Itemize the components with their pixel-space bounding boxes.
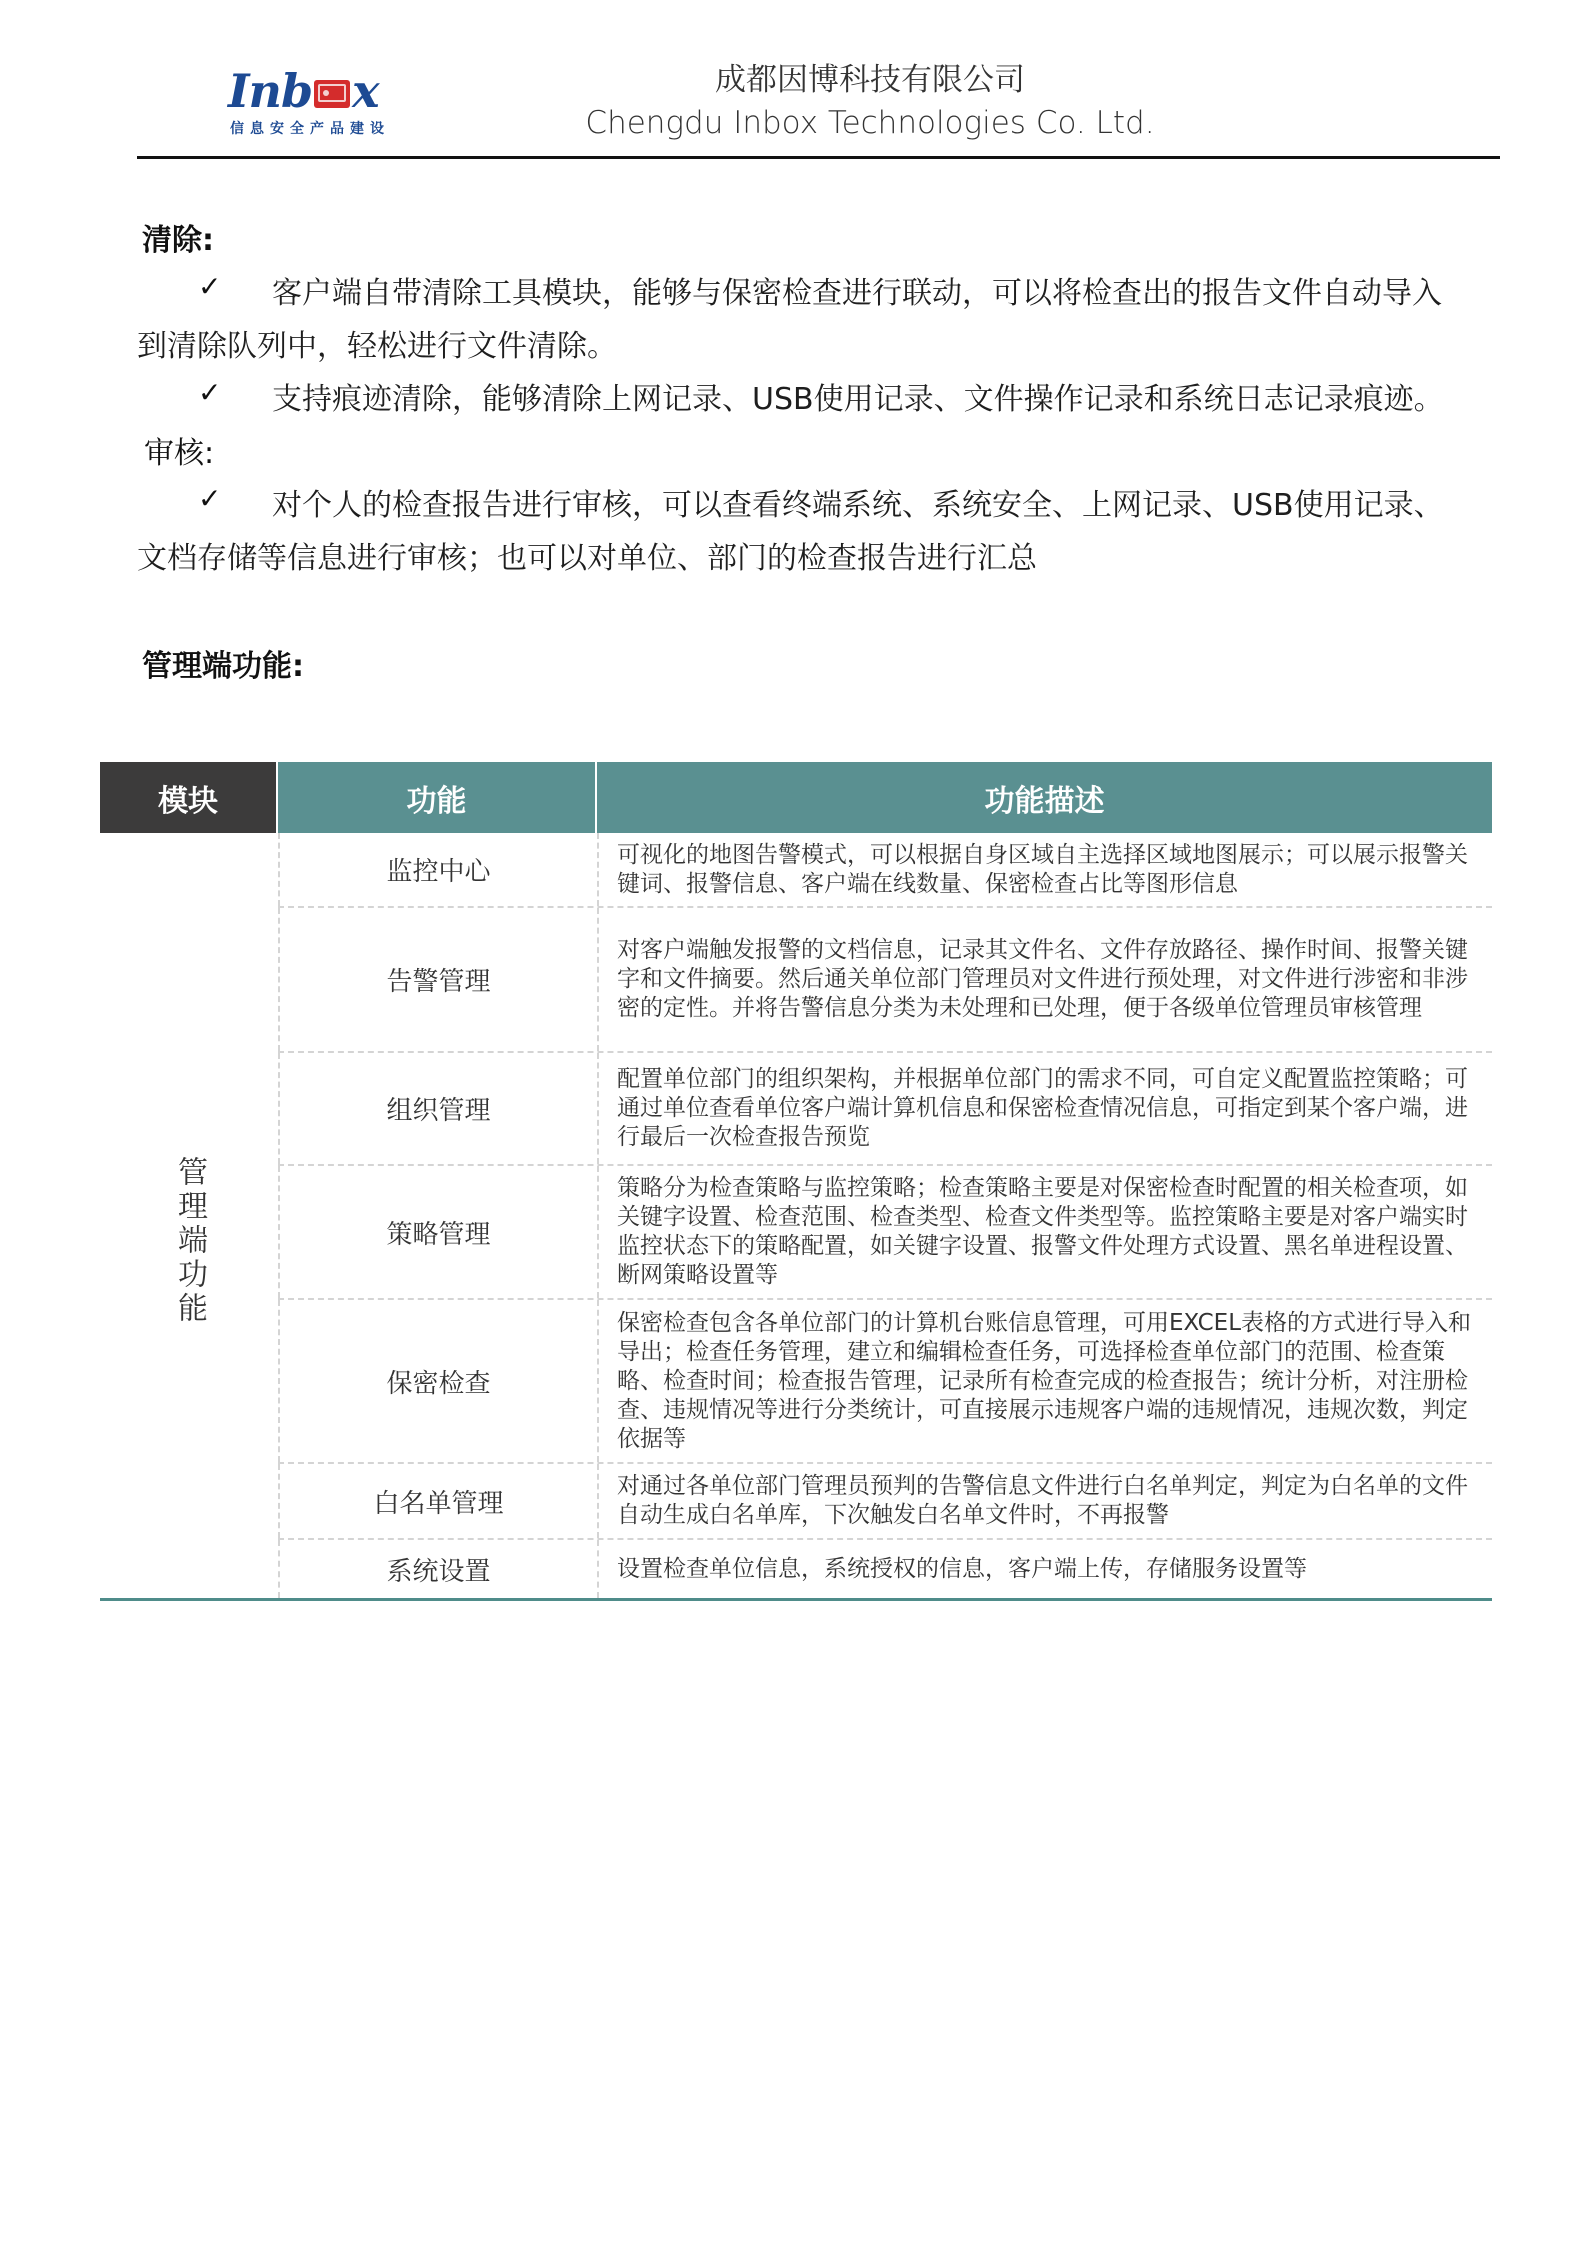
company-name-cn: 成都因博科技有限公司 <box>715 62 1025 98</box>
table-row <box>278 906 1492 1051</box>
function-cell: 白名单管理 <box>278 1464 599 1538</box>
description-cell: 配置单位部门的组织架构，并根据单位部门的需求不同，可自定义配置监控策略；可通过单位查看单位客户端计算机信息和保密检查情况信息，可指定到某个客户端，进行最后一次检查报告预览 <box>617 1066 1468 1150</box>
table-row <box>278 1298 1492 1462</box>
safe-icon <box>314 80 350 108</box>
module-cell <box>100 833 278 1598</box>
table-row <box>278 1538 1492 1598</box>
function-cell: 告警管理 <box>278 908 599 1051</box>
clear-item-1-line-1: 客户端自带清除工具模块，能够与保密检查进行联动，可以将检查出的报告文件自动导入 <box>272 276 1442 311</box>
table-body <box>100 833 1492 1601</box>
module-label: 管理端功能 <box>172 1155 207 1326</box>
check-icon: ✓ <box>198 482 222 515</box>
page-header <box>0 0 1588 170</box>
section-label-audit: 审核: <box>144 436 215 471</box>
function-cell: 系统设置 <box>278 1540 599 1598</box>
table-header-row <box>100 762 1492 833</box>
description-cell: 策略分为检查策略与监控策略；检查策略主要是对保密检查时配置的相关检查项，如关键字设置、检查范围、检查类型、检查文件类型等。监控策略主要是对客户端实时监控状态下的策略配置，如关键字设置、报警文件处理方式设置、黑名单进程设置、断网策略设置等 <box>617 1175 1468 1288</box>
company-logo <box>228 64 404 140</box>
description-cell: 设置检查单位信息，系统授权的信息，客户端上传，存储服务设置等 <box>617 1555 1307 1582</box>
section-label-clear: 清除: <box>142 223 214 258</box>
function-cell: 保密检查 <box>278 1300 599 1462</box>
table-row <box>278 833 1492 906</box>
audit-item-1-line-1: 对个人的检查报告进行审核，可以查看终端系统、系统安全、上网记录、USB使用记录、 <box>272 488 1444 523</box>
section-label-admin: 管理端功能: <box>142 649 304 684</box>
header-function: 功能 <box>278 762 597 833</box>
company-name-en: Chengdu Inbox Technologies Co. Ltd. <box>585 105 1155 141</box>
logo-wordmark <box>228 64 379 118</box>
check-icon: ✓ <box>198 270 222 303</box>
header-module: 模块 <box>100 762 278 833</box>
logo-tagline: 信息安全产品建设 <box>230 121 390 137</box>
table-row <box>278 1462 1492 1538</box>
company-name-block <box>560 60 1180 146</box>
table-rows <box>278 833 1492 1598</box>
logo-word-right: x <box>352 64 379 118</box>
clear-item-2-line-1: 支持痕迹清除，能够清除上网记录、USB使用记录、文件操作记录和系统日志记录痕迹。 <box>272 382 1444 417</box>
check-icon: ✓ <box>198 376 222 409</box>
function-cell: 监控中心 <box>278 833 599 906</box>
description-cell: 对客户端触发报警的文档信息，记录其文件名、文件存放路径、操作时间、报警关键字和文件摘要。然后通关单位部门管理员对文件进行预处理，对文件进行涉密和非涉密的定性。并将告警信息分类为未处理和已处理，便于各级单位管理员审核管理 <box>617 937 1468 1021</box>
logo-word-left: Inb <box>228 64 313 118</box>
audit-item-1-line-2: 文档存储等信息进行审核；也可以对单位、部门的检查报告进行汇总 <box>137 541 1037 576</box>
header-description: 功能描述 <box>597 762 1492 833</box>
header-divider <box>137 156 1500 159</box>
function-cell: 组织管理 <box>278 1053 599 1164</box>
clear-item-1-line-2: 到清除队列中，轻松进行文件清除。 <box>137 329 617 364</box>
admin-function-table <box>100 762 1492 1601</box>
table-row <box>278 1051 1492 1164</box>
description-cell: 对通过各单位部门管理员预判的告警信息文件进行白名单判定，判定为白名单的文件自动生成白名单库，下次触发白名单文件时，不再报警 <box>617 1473 1468 1528</box>
function-cell: 策略管理 <box>278 1166 599 1298</box>
description-cell: 可视化的地图告警模式，可以根据自身区域自主选择区域地图展示；可以展示报警关键词、报警信息、客户端在线数量、保密检查占比等图形信息 <box>617 841 1468 897</box>
table-row <box>278 1164 1492 1298</box>
description-cell: 保密检查包含各单位部门的计算机台账信息管理，可用EXCEL表格的方式进行导入和导出；检查任务管理，建立和编辑检查任务，可选择检查单位部门的范围、检查策略、检查时间；检查报告管理，记录所有检查完成的检查报告；统计分析，对注册检查、违规情况等进行分类统计，可直接展示违规客户端的违规情况，违规次数，判定依据等 <box>617 1309 1472 1452</box>
